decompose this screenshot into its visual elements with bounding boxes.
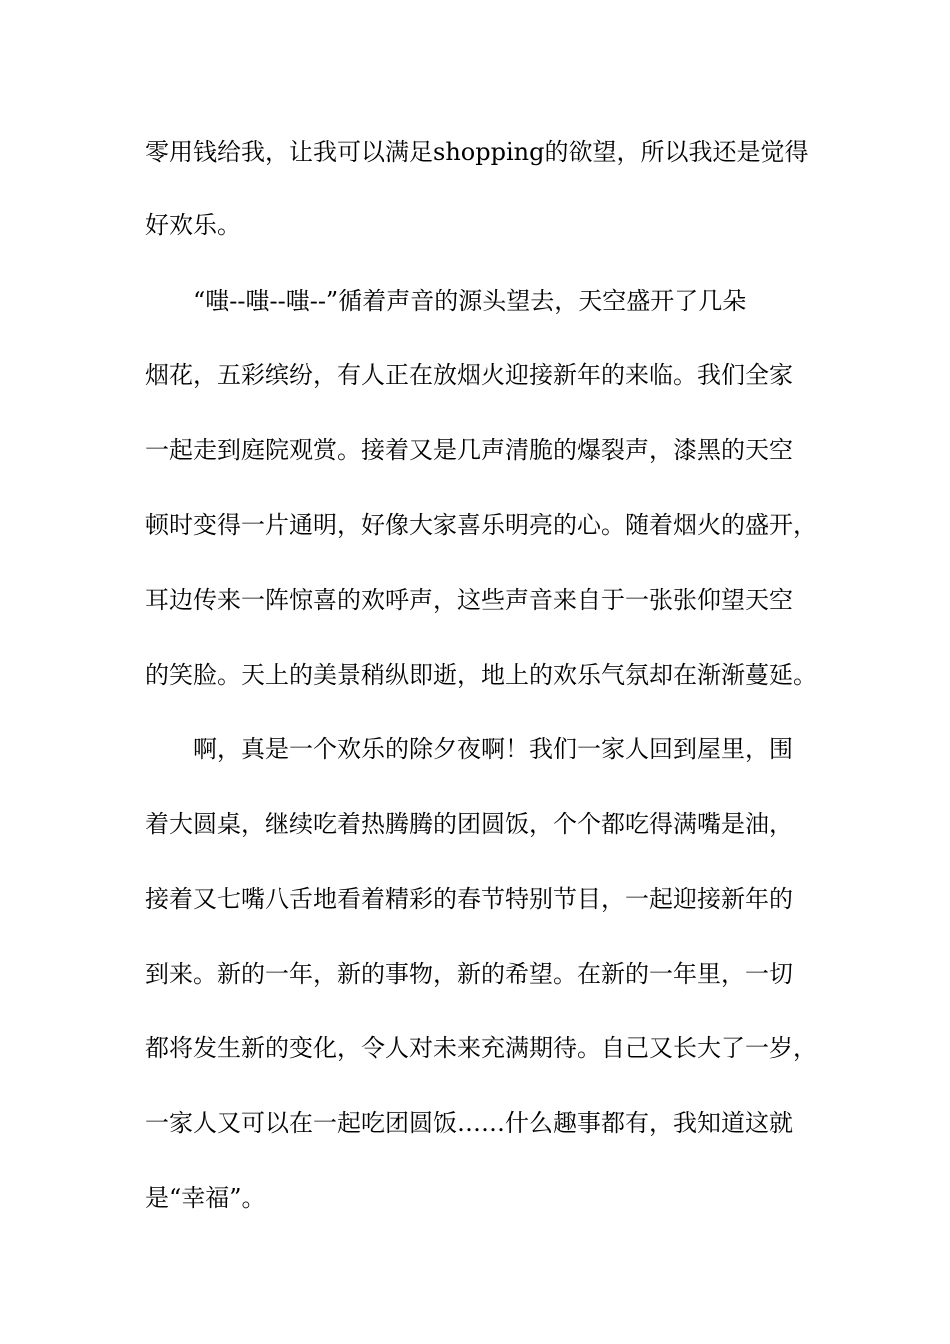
text-line: 烟花，五彩缤纷，有人正在放烟火迎接新年的来临。我们全家 [145,361,793,389]
paragraph-first-line: 啊，真是一个欢乐的除夕夜啊！我们一家人回到屋里，围 [193,735,793,763]
text-line: 零用钱给我，让我可以满足shopping的欲望，所以我还是觉得 [145,138,809,166]
text-line: 是“幸福”。 [145,1184,266,1212]
paragraph-first-line: “嗤--嗤--嗤--”循着声音的源头望去，天空盛开了几朵 [193,287,747,315]
text-line: 到来。新的一年，新的事物，新的希望。在新的一年里，一切 [145,960,793,988]
text-line: 一家人又可以在一起吃团圆饭……什么趣事都有，我知道这就 [145,1109,793,1137]
text-line: 都将发生新的变化，令人对未来充满期待。自己又长大了一岁， [145,1034,817,1062]
text-line: 着大圆桌，继续吃着热腾腾的团圆饭，个个都吃得满嘴是油， [145,810,793,838]
text-line: 耳边传来一阵惊喜的欢呼声，这些声音来自于一张张仰望天空 [145,586,793,614]
text-line: 顿时变得一片通明，好像大家喜乐明亮的心。随着烟火的盛开， [145,511,817,539]
text-line: 一起走到庭院观赏。接着又是几声清脆的爆裂声，漆黑的天空 [145,436,793,464]
text-line: 好欢乐。 [145,211,241,239]
text-line: 的笑脸。天上的美景稍纵即逝，地上的欢乐气氛却在渐渐蔓延。 [145,661,817,689]
text-line: 接着又七嘴八舌地看着精彩的春节特别节目，一起迎接新年的 [145,885,793,913]
